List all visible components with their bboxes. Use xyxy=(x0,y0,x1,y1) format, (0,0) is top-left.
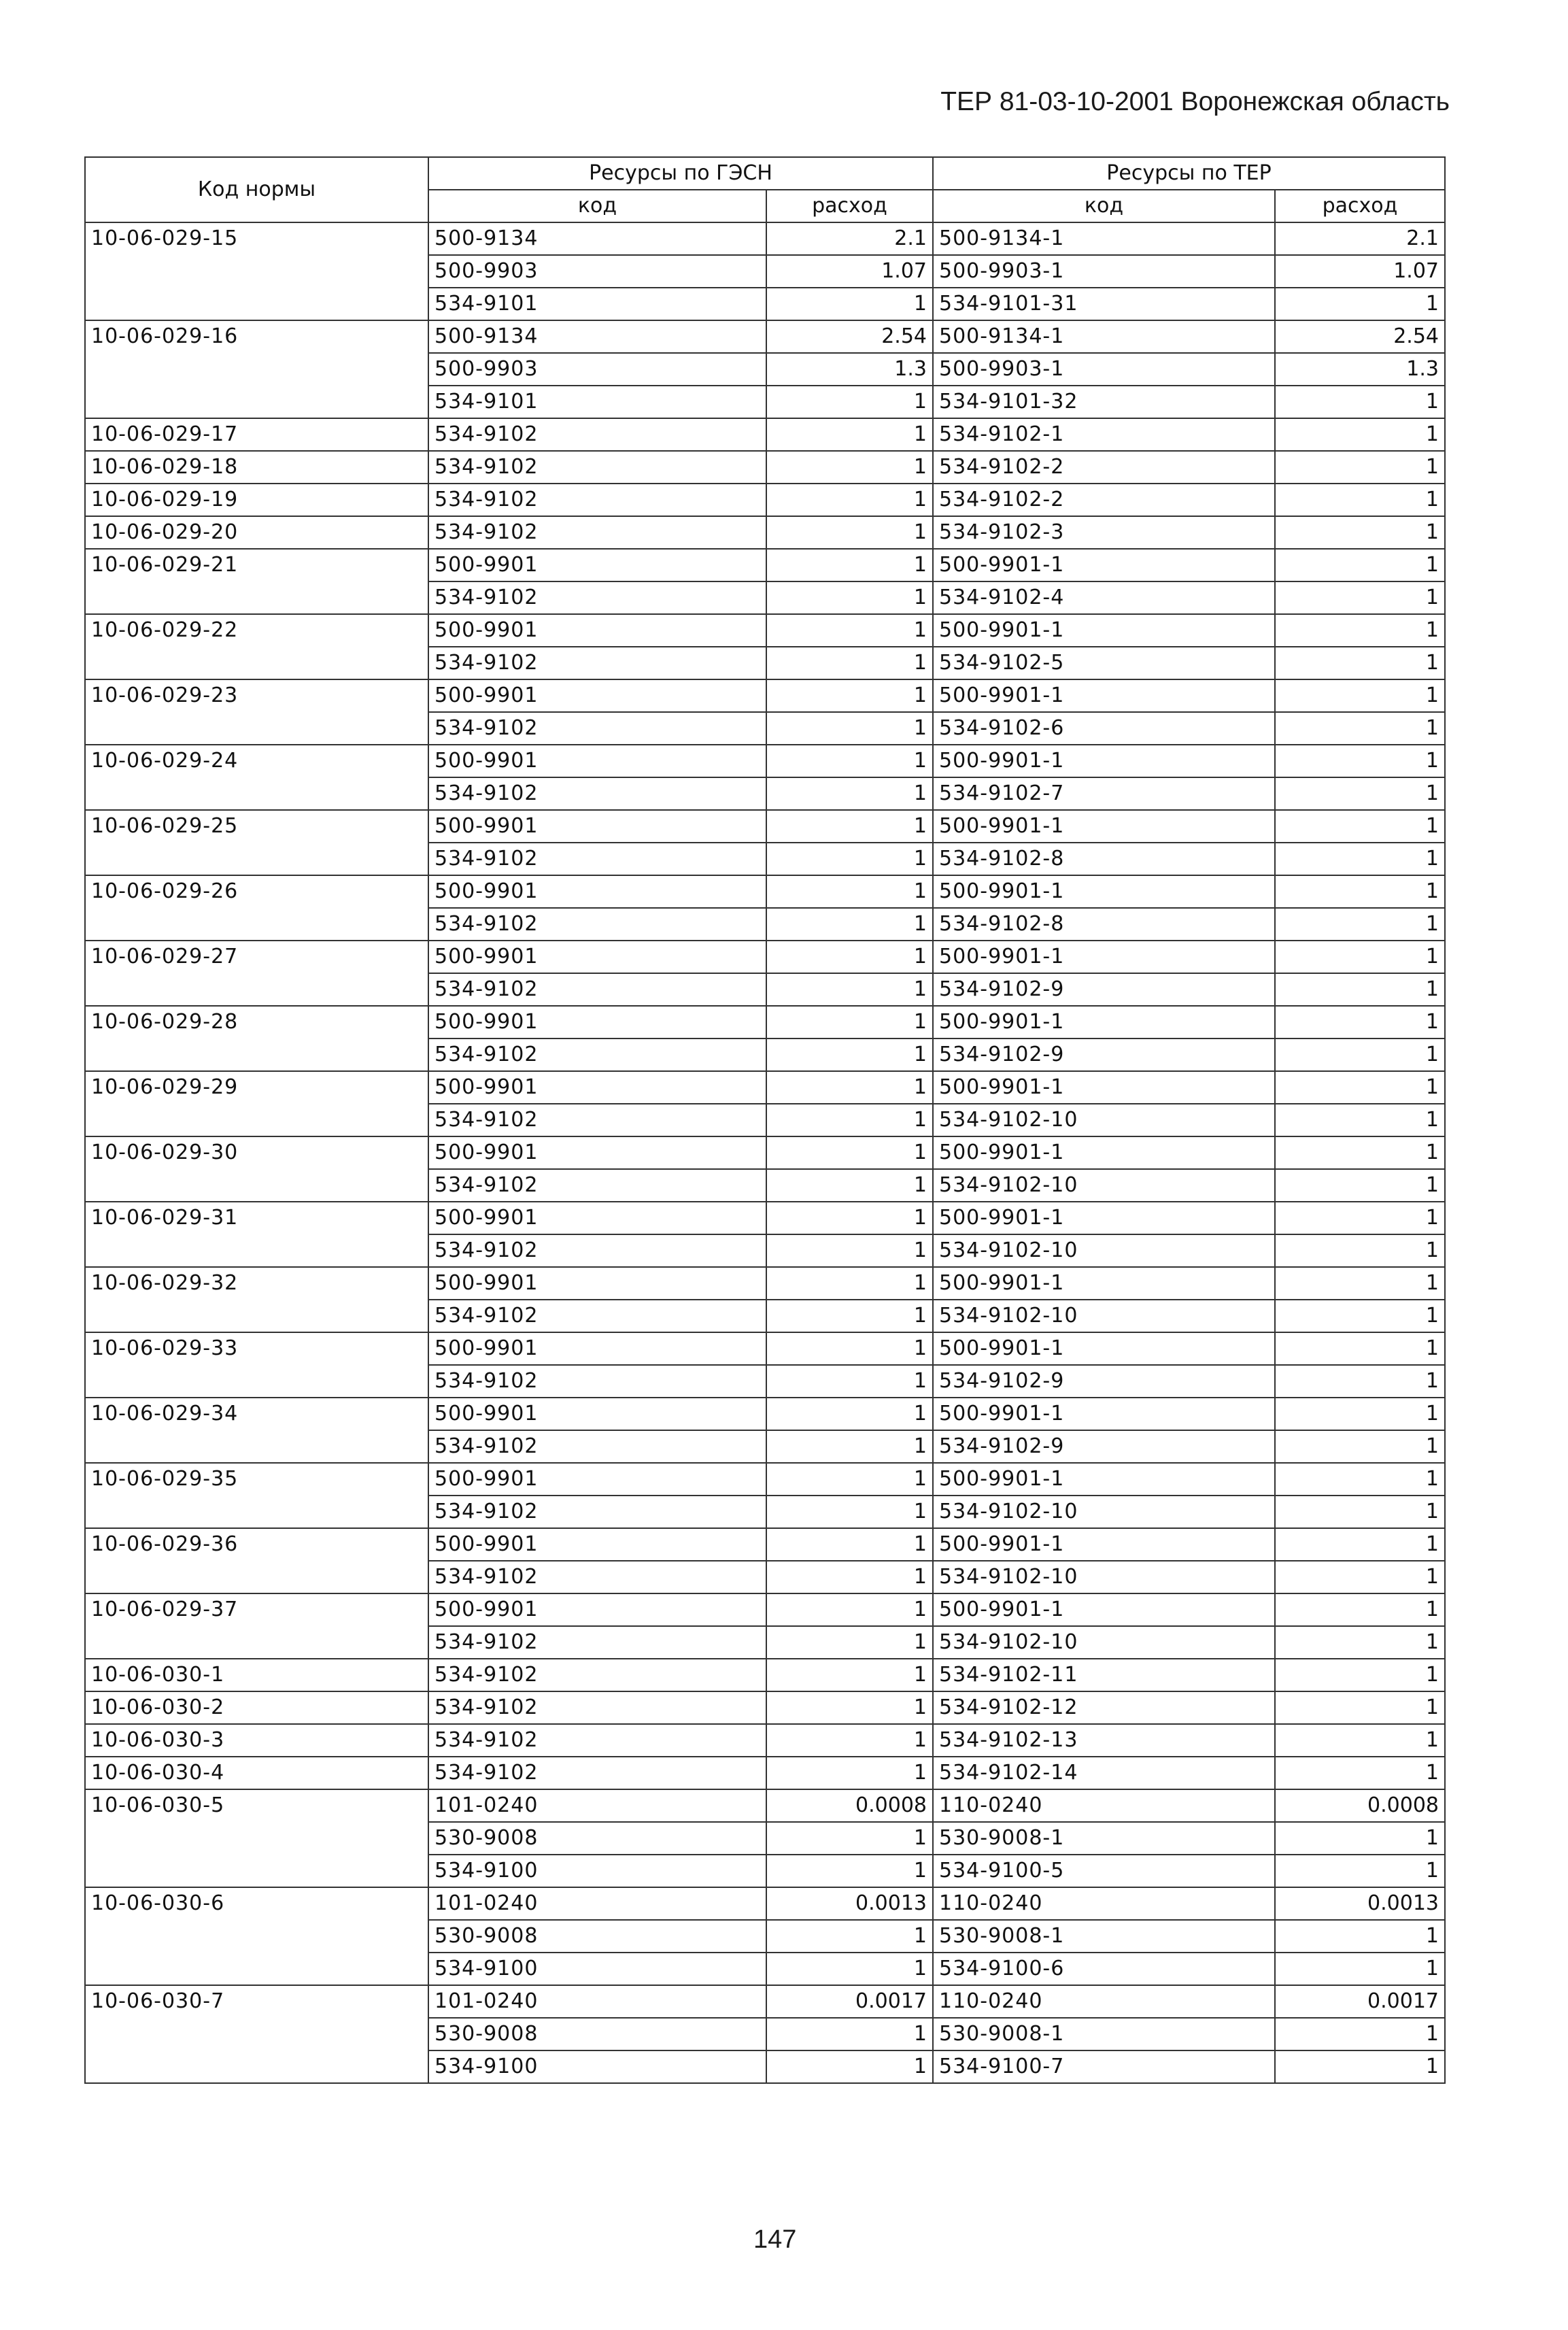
ter-code-cell: 534-9102-10 xyxy=(933,1169,1275,1202)
gesn-amount-cell: 2.1 xyxy=(766,222,933,255)
norm-code-cell: 10-06-030-5 xyxy=(85,1789,428,1887)
table-row xyxy=(85,679,1445,712)
ter-amount-cell: 1.07 xyxy=(1275,255,1445,288)
norm-code-cell: 10-06-029-29 xyxy=(85,1071,428,1136)
gesn-amount-cell: 0.0013 xyxy=(766,1887,933,1920)
gesn-amount-cell: 1.3 xyxy=(766,353,933,386)
table-row xyxy=(85,418,1445,451)
gesn-code-cell: 534-9102 xyxy=(428,1300,766,1332)
gesn-amount-cell: 1 xyxy=(766,386,933,418)
ter-code-cell: 534-9102-1 xyxy=(933,418,1275,451)
ter-code-cell: 534-9102-10 xyxy=(933,1234,1275,1267)
ter-amount-cell: 1 xyxy=(1275,777,1445,810)
table-row xyxy=(85,1202,1445,1234)
norm-code-cell: 10-06-029-26 xyxy=(85,875,428,941)
gesn-amount-cell: 1 xyxy=(766,1202,933,1234)
ter-amount-cell: 1 xyxy=(1275,418,1445,451)
ter-amount-cell: 1 xyxy=(1275,745,1445,777)
norm-code-cell: 10-06-029-15 xyxy=(85,222,428,320)
gesn-code-cell: 534-9102 xyxy=(428,451,766,484)
ter-code-cell: 534-9102-2 xyxy=(933,451,1275,484)
gesn-amount-cell: 1 xyxy=(766,1724,933,1757)
gesn-amount-cell: 0.0017 xyxy=(766,1985,933,2018)
table-row xyxy=(85,1691,1445,1724)
gesn-code-cell: 534-9102 xyxy=(428,1496,766,1528)
ter-amount-cell: 1 xyxy=(1275,1267,1445,1300)
ter-amount-cell: 1 xyxy=(1275,1757,1445,1789)
column-header-gesn-code: код xyxy=(428,190,766,222)
ter-code-cell: 534-9102-13 xyxy=(933,1724,1275,1757)
gesn-code-cell: 500-9901 xyxy=(428,941,766,973)
gesn-amount-cell: 1 xyxy=(766,1822,933,1855)
gesn-code-cell: 500-9903 xyxy=(428,255,766,288)
ter-amount-cell: 2.54 xyxy=(1275,320,1445,353)
ter-code-cell: 500-9901-1 xyxy=(933,745,1275,777)
table-row xyxy=(85,1659,1445,1691)
gesn-amount-cell: 1 xyxy=(766,516,933,549)
ter-code-cell: 500-9901-1 xyxy=(933,549,1275,581)
ter-code-cell: 534-9102-8 xyxy=(933,843,1275,875)
column-header-gesn-amount: расход xyxy=(766,190,933,222)
table-body xyxy=(85,222,1445,2083)
ter-amount-cell: 1 xyxy=(1275,647,1445,679)
ter-amount-cell: 1 xyxy=(1275,1300,1445,1332)
gesn-code-cell: 534-9102 xyxy=(428,647,766,679)
gesn-code-cell: 500-9901 xyxy=(428,1136,766,1169)
column-header-ter-amount: расход xyxy=(1275,190,1445,222)
norm-code-cell: 10-06-030-7 xyxy=(85,1985,428,2083)
norms-table xyxy=(84,156,1446,2084)
table-row xyxy=(85,549,1445,581)
ter-amount-cell: 1 xyxy=(1275,908,1445,941)
ter-code-cell: 500-9901-1 xyxy=(933,1332,1275,1365)
gesn-code-cell: 534-9101 xyxy=(428,386,766,418)
ter-code-cell: 500-9134-1 xyxy=(933,222,1275,255)
ter-code-cell: 534-9102-9 xyxy=(933,973,1275,1006)
gesn-code-cell: 500-9901 xyxy=(428,745,766,777)
gesn-amount-cell: 1 xyxy=(766,875,933,908)
gesn-code-cell: 534-9102 xyxy=(428,1430,766,1463)
gesn-code-cell: 534-9102 xyxy=(428,1169,766,1202)
norm-code-cell: 10-06-029-16 xyxy=(85,320,428,418)
gesn-amount-cell: 1 xyxy=(766,1430,933,1463)
gesn-code-cell: 530-9008 xyxy=(428,2018,766,2050)
ter-amount-cell: 2.1 xyxy=(1275,222,1445,255)
gesn-code-cell: 534-9102 xyxy=(428,484,766,516)
gesn-amount-cell: 1 xyxy=(766,1691,933,1724)
ter-amount-cell: 0.0008 xyxy=(1275,1789,1445,1822)
gesn-code-cell: 534-9101 xyxy=(428,288,766,320)
ter-code-cell: 500-9901-1 xyxy=(933,1202,1275,1234)
gesn-code-cell: 534-9102 xyxy=(428,1626,766,1659)
ter-code-cell: 500-9901-1 xyxy=(933,810,1275,843)
ter-amount-cell: 1 xyxy=(1275,1365,1445,1398)
gesn-code-cell: 534-9102 xyxy=(428,418,766,451)
ter-amount-cell: 1 xyxy=(1275,1136,1445,1169)
ter-code-cell: 500-9901-1 xyxy=(933,1398,1275,1430)
ter-amount-cell: 1 xyxy=(1275,1593,1445,1626)
gesn-amount-cell: 1 xyxy=(766,451,933,484)
ter-amount-cell: 1 xyxy=(1275,1104,1445,1136)
table-row xyxy=(85,451,1445,484)
ter-code-cell: 534-9102-4 xyxy=(933,581,1275,614)
ter-amount-cell: 1 xyxy=(1275,1561,1445,1593)
gesn-amount-cell: 1 xyxy=(766,288,933,320)
table-row xyxy=(85,320,1445,353)
gesn-amount-cell: 1 xyxy=(766,1561,933,1593)
norm-code-cell: 10-06-029-32 xyxy=(85,1267,428,1332)
ter-code-cell: 534-9102-2 xyxy=(933,484,1275,516)
gesn-amount-cell: 1 xyxy=(766,1365,933,1398)
ter-amount-cell: 1 xyxy=(1275,1822,1445,1855)
table-row xyxy=(85,1593,1445,1626)
gesn-code-cell: 534-9102 xyxy=(428,1561,766,1593)
ter-amount-cell: 1 xyxy=(1275,1398,1445,1430)
ter-code-cell: 534-9102-9 xyxy=(933,1039,1275,1071)
ter-amount-cell: 1 xyxy=(1275,386,1445,418)
ter-amount-cell: 1 xyxy=(1275,1463,1445,1496)
ter-amount-cell: 1 xyxy=(1275,1039,1445,1071)
gesn-amount-cell: 1 xyxy=(766,973,933,1006)
gesn-code-cell: 534-9102 xyxy=(428,516,766,549)
norm-code-cell: 10-06-030-1 xyxy=(85,1659,428,1691)
gesn-amount-cell: 1 xyxy=(766,1496,933,1528)
ter-code-cell: 534-9100-6 xyxy=(933,1953,1275,1985)
ter-code-cell: 530-9008-1 xyxy=(933,1920,1275,1953)
norm-code-cell: 10-06-029-35 xyxy=(85,1463,428,1528)
ter-amount-cell: 1 xyxy=(1275,1691,1445,1724)
ter-code-cell: 534-9101-31 xyxy=(933,288,1275,320)
norm-code-cell: 10-06-029-24 xyxy=(85,745,428,810)
table-row xyxy=(85,222,1445,255)
gesn-amount-cell: 1 xyxy=(766,810,933,843)
ter-code-cell: 534-9102-9 xyxy=(933,1365,1275,1398)
gesn-amount-cell: 1 xyxy=(766,1626,933,1659)
gesn-amount-cell: 1 xyxy=(766,1332,933,1365)
ter-amount-cell: 1 xyxy=(1275,1169,1445,1202)
ter-code-cell: 500-9901-1 xyxy=(933,1006,1275,1039)
table-row xyxy=(85,1985,1445,2018)
norm-code-cell: 10-06-030-4 xyxy=(85,1757,428,1789)
table-row xyxy=(85,1463,1445,1496)
ter-code-cell: 534-9100-5 xyxy=(933,1855,1275,1887)
ter-code-cell: 500-9903-1 xyxy=(933,353,1275,386)
ter-amount-cell: 1 xyxy=(1275,1920,1445,1953)
ter-amount-cell: 0.0013 xyxy=(1275,1887,1445,1920)
ter-code-cell: 500-9901-1 xyxy=(933,1136,1275,1169)
ter-code-cell: 534-9102-11 xyxy=(933,1659,1275,1691)
table-row xyxy=(85,1757,1445,1789)
ter-code-cell: 534-9102-5 xyxy=(933,647,1275,679)
ter-amount-cell: 1 xyxy=(1275,1332,1445,1365)
gesn-code-cell: 534-9102 xyxy=(428,843,766,875)
gesn-amount-cell: 1 xyxy=(766,1006,933,1039)
ter-amount-cell: 1 xyxy=(1275,581,1445,614)
gesn-amount-cell: 1 xyxy=(766,843,933,875)
table-row xyxy=(85,1398,1445,1430)
gesn-code-cell: 500-9901 xyxy=(428,1528,766,1561)
ter-amount-cell: 1 xyxy=(1275,1006,1445,1039)
gesn-code-cell: 500-9901 xyxy=(428,1398,766,1430)
gesn-code-cell: 101-0240 xyxy=(428,1789,766,1822)
norm-code-cell: 10-06-029-34 xyxy=(85,1398,428,1463)
gesn-amount-cell: 1 xyxy=(766,1920,933,1953)
ter-code-cell: 500-9901-1 xyxy=(933,875,1275,908)
ter-amount-cell: 1 xyxy=(1275,1430,1445,1463)
gesn-code-cell: 500-9901 xyxy=(428,1267,766,1300)
gesn-code-cell: 500-9901 xyxy=(428,549,766,581)
gesn-amount-cell: 1 xyxy=(766,614,933,647)
table-row xyxy=(85,1136,1445,1169)
ter-code-cell: 500-9901-1 xyxy=(933,941,1275,973)
ter-amount-cell: 1 xyxy=(1275,1724,1445,1757)
gesn-code-cell: 534-9102 xyxy=(428,1365,766,1398)
ter-amount-cell: 1 xyxy=(1275,288,1445,320)
ter-code-cell: 534-9102-7 xyxy=(933,777,1275,810)
ter-code-cell: 110-0240 xyxy=(933,1887,1275,1920)
gesn-amount-cell: 1 xyxy=(766,549,933,581)
ter-amount-cell: 1 xyxy=(1275,843,1445,875)
ter-amount-cell: 1 xyxy=(1275,875,1445,908)
ter-amount-cell: 1 xyxy=(1275,1855,1445,1887)
norm-code-cell: 10-06-029-17 xyxy=(85,418,428,451)
gesn-code-cell: 500-9901 xyxy=(428,875,766,908)
ter-amount-cell: 1 xyxy=(1275,810,1445,843)
gesn-amount-cell: 1 xyxy=(766,581,933,614)
ter-code-cell: 534-9102-6 xyxy=(933,712,1275,745)
gesn-code-cell: 534-9102 xyxy=(428,712,766,745)
ter-amount-cell: 1.3 xyxy=(1275,353,1445,386)
gesn-code-cell: 534-9102 xyxy=(428,581,766,614)
gesn-amount-cell: 1 xyxy=(766,1169,933,1202)
table-row xyxy=(85,1006,1445,1039)
ter-code-cell: 534-9102-10 xyxy=(933,1626,1275,1659)
gesn-code-cell: 500-9901 xyxy=(428,679,766,712)
gesn-amount-cell: 1 xyxy=(766,1953,933,1985)
ter-code-cell: 534-9101-32 xyxy=(933,386,1275,418)
gesn-code-cell: 530-9008 xyxy=(428,1920,766,1953)
ter-code-cell: 530-9008-1 xyxy=(933,1822,1275,1855)
column-header-code: Код нормы xyxy=(85,157,428,222)
norm-code-cell: 10-06-029-28 xyxy=(85,1006,428,1071)
gesn-amount-cell: 1 xyxy=(766,1757,933,1789)
gesn-amount-cell: 1 xyxy=(766,1039,933,1071)
table-row xyxy=(85,1528,1445,1561)
column-header-gesn-group: Ресурсы по ГЭСН xyxy=(428,157,933,190)
gesn-code-cell: 500-9901 xyxy=(428,1593,766,1626)
ter-code-cell: 534-9102-8 xyxy=(933,908,1275,941)
ter-code-cell: 110-0240 xyxy=(933,1789,1275,1822)
gesn-code-cell: 500-9903 xyxy=(428,353,766,386)
gesn-code-cell: 101-0240 xyxy=(428,1887,766,1920)
ter-code-cell: 534-9102-10 xyxy=(933,1300,1275,1332)
norm-code-cell: 10-06-029-23 xyxy=(85,679,428,745)
ter-amount-cell: 1 xyxy=(1275,973,1445,1006)
ter-amount-cell: 0.0017 xyxy=(1275,1985,1445,2018)
gesn-code-cell: 534-9102 xyxy=(428,1039,766,1071)
table-row xyxy=(85,484,1445,516)
ter-amount-cell: 1 xyxy=(1275,679,1445,712)
gesn-amount-cell: 1 xyxy=(766,1855,933,1887)
ter-code-cell: 534-9102-14 xyxy=(933,1757,1275,1789)
ter-amount-cell: 1 xyxy=(1275,2050,1445,2083)
gesn-amount-cell: 1 xyxy=(766,1234,933,1267)
gesn-code-cell: 534-9100 xyxy=(428,1855,766,1887)
norm-code-cell: 10-06-029-19 xyxy=(85,484,428,516)
gesn-code-cell: 534-9102 xyxy=(428,1691,766,1724)
norm-code-cell: 10-06-030-2 xyxy=(85,1691,428,1724)
norm-code-cell: 10-06-029-37 xyxy=(85,1593,428,1659)
norm-code-cell: 10-06-029-18 xyxy=(85,451,428,484)
table-row xyxy=(85,875,1445,908)
ter-amount-cell: 1 xyxy=(1275,451,1445,484)
table-row xyxy=(85,1071,1445,1104)
norm-code-cell: 10-06-030-3 xyxy=(85,1724,428,1757)
gesn-code-cell: 534-9102 xyxy=(428,1104,766,1136)
gesn-code-cell: 530-9008 xyxy=(428,1822,766,1855)
norm-code-cell: 10-06-029-20 xyxy=(85,516,428,549)
ter-code-cell: 500-9901-1 xyxy=(933,614,1275,647)
gesn-amount-cell: 1.07 xyxy=(766,255,933,288)
norm-code-cell: 10-06-029-22 xyxy=(85,614,428,679)
table-row xyxy=(85,1267,1445,1300)
ter-amount-cell: 1 xyxy=(1275,1202,1445,1234)
norm-code-cell: 10-06-029-33 xyxy=(85,1332,428,1398)
gesn-amount-cell: 1 xyxy=(766,1267,933,1300)
gesn-code-cell: 534-9100 xyxy=(428,1953,766,1985)
ter-amount-cell: 1 xyxy=(1275,1659,1445,1691)
ter-code-cell: 534-9102-9 xyxy=(933,1430,1275,1463)
ter-code-cell: 534-9102-10 xyxy=(933,1104,1275,1136)
gesn-amount-cell: 1 xyxy=(766,1528,933,1561)
gesn-code-cell: 500-9901 xyxy=(428,1071,766,1104)
ter-code-cell: 500-9901-1 xyxy=(933,1593,1275,1626)
ter-code-cell: 534-9100-7 xyxy=(933,2050,1275,2083)
gesn-amount-cell: 1 xyxy=(766,679,933,712)
ter-code-cell: 534-9102-3 xyxy=(933,516,1275,549)
gesn-code-cell: 101-0240 xyxy=(428,1985,766,2018)
table-row xyxy=(85,516,1445,549)
gesn-amount-cell: 1 xyxy=(766,1593,933,1626)
gesn-amount-cell: 1 xyxy=(766,1071,933,1104)
gesn-amount-cell: 1 xyxy=(766,1136,933,1169)
ter-amount-cell: 1 xyxy=(1275,1953,1445,1985)
norm-code-cell: 10-06-030-6 xyxy=(85,1887,428,1985)
norm-code-cell: 10-06-029-36 xyxy=(85,1528,428,1593)
ter-amount-cell: 1 xyxy=(1275,484,1445,516)
ter-amount-cell: 1 xyxy=(1275,941,1445,973)
gesn-code-cell: 534-9102 xyxy=(428,1757,766,1789)
gesn-code-cell: 500-9901 xyxy=(428,1463,766,1496)
column-header-ter-group: Ресурсы по ТЕР xyxy=(933,157,1445,190)
ter-code-cell: 500-9901-1 xyxy=(933,1071,1275,1104)
gesn-code-cell: 534-9102 xyxy=(428,973,766,1006)
gesn-amount-cell: 1 xyxy=(766,1659,933,1691)
table-row xyxy=(85,1724,1445,1757)
gesn-code-cell: 500-9901 xyxy=(428,810,766,843)
ter-amount-cell: 1 xyxy=(1275,712,1445,745)
gesn-amount-cell: 1 xyxy=(766,1104,933,1136)
ter-amount-cell: 1 xyxy=(1275,1071,1445,1104)
table-row xyxy=(85,1789,1445,1822)
gesn-amount-cell: 1 xyxy=(766,941,933,973)
gesn-amount-cell: 1 xyxy=(766,2018,933,2050)
norm-code-cell: 10-06-029-25 xyxy=(85,810,428,875)
table-row xyxy=(85,1887,1445,1920)
norm-code-cell: 10-06-029-31 xyxy=(85,1202,428,1267)
gesn-code-cell: 500-9134 xyxy=(428,222,766,255)
table-row xyxy=(85,1332,1445,1365)
gesn-amount-cell: 1 xyxy=(766,745,933,777)
ter-amount-cell: 1 xyxy=(1275,516,1445,549)
gesn-code-cell: 500-9134 xyxy=(428,320,766,353)
ter-amount-cell: 1 xyxy=(1275,1234,1445,1267)
gesn-code-cell: 534-9102 xyxy=(428,1234,766,1267)
gesn-code-cell: 534-9102 xyxy=(428,1724,766,1757)
gesn-amount-cell: 1 xyxy=(766,777,933,810)
gesn-amount-cell: 1 xyxy=(766,418,933,451)
norm-code-cell: 10-06-029-21 xyxy=(85,549,428,614)
ter-code-cell: 500-9134-1 xyxy=(933,320,1275,353)
ter-code-cell: 534-9102-12 xyxy=(933,1691,1275,1724)
ter-amount-cell: 1 xyxy=(1275,1528,1445,1561)
gesn-amount-cell: 1 xyxy=(766,1300,933,1332)
gesn-amount-cell: 1 xyxy=(766,484,933,516)
gesn-amount-cell: 1 xyxy=(766,712,933,745)
ter-amount-cell: 1 xyxy=(1275,614,1445,647)
gesn-code-cell: 534-9102 xyxy=(428,1659,766,1691)
ter-code-cell: 110-0240 xyxy=(933,1985,1275,2018)
ter-code-cell: 500-9901-1 xyxy=(933,1463,1275,1496)
ter-code-cell: 500-9901-1 xyxy=(933,1528,1275,1561)
gesn-code-cell: 500-9901 xyxy=(428,614,766,647)
gesn-code-cell: 534-9100 xyxy=(428,2050,766,2083)
gesn-code-cell: 534-9102 xyxy=(428,777,766,810)
gesn-amount-cell: 2.54 xyxy=(766,320,933,353)
column-header-ter-code: код xyxy=(933,190,1275,222)
table-row xyxy=(85,614,1445,647)
gesn-amount-cell: 1 xyxy=(766,647,933,679)
ter-amount-cell: 1 xyxy=(1275,549,1445,581)
ter-code-cell: 500-9901-1 xyxy=(933,679,1275,712)
document-header: ТЕР 81-03-10-2001 Воронежская область xyxy=(940,87,1450,116)
gesn-code-cell: 500-9901 xyxy=(428,1332,766,1365)
ter-amount-cell: 1 xyxy=(1275,2018,1445,2050)
ter-amount-cell: 1 xyxy=(1275,1496,1445,1528)
gesn-amount-cell: 1 xyxy=(766,1463,933,1496)
gesn-amount-cell: 1 xyxy=(766,2050,933,2083)
ter-code-cell: 534-9102-10 xyxy=(933,1561,1275,1593)
table-row xyxy=(85,810,1445,843)
gesn-amount-cell: 0.0008 xyxy=(766,1789,933,1822)
ter-code-cell: 530-9008-1 xyxy=(933,2018,1275,2050)
page-number: 147 xyxy=(753,2225,797,2254)
gesn-code-cell: 500-9901 xyxy=(428,1006,766,1039)
gesn-amount-cell: 1 xyxy=(766,1398,933,1430)
gesn-code-cell: 534-9102 xyxy=(428,908,766,941)
gesn-amount-cell: 1 xyxy=(766,908,933,941)
gesn-code-cell: 500-9901 xyxy=(428,1202,766,1234)
norm-code-cell: 10-06-029-30 xyxy=(85,1136,428,1202)
norm-code-cell: 10-06-029-27 xyxy=(85,941,428,1006)
ter-code-cell: 534-9102-10 xyxy=(933,1496,1275,1528)
table-row xyxy=(85,941,1445,973)
ter-code-cell: 500-9903-1 xyxy=(933,255,1275,288)
ter-code-cell: 500-9901-1 xyxy=(933,1267,1275,1300)
ter-amount-cell: 1 xyxy=(1275,1626,1445,1659)
table-row xyxy=(85,745,1445,777)
